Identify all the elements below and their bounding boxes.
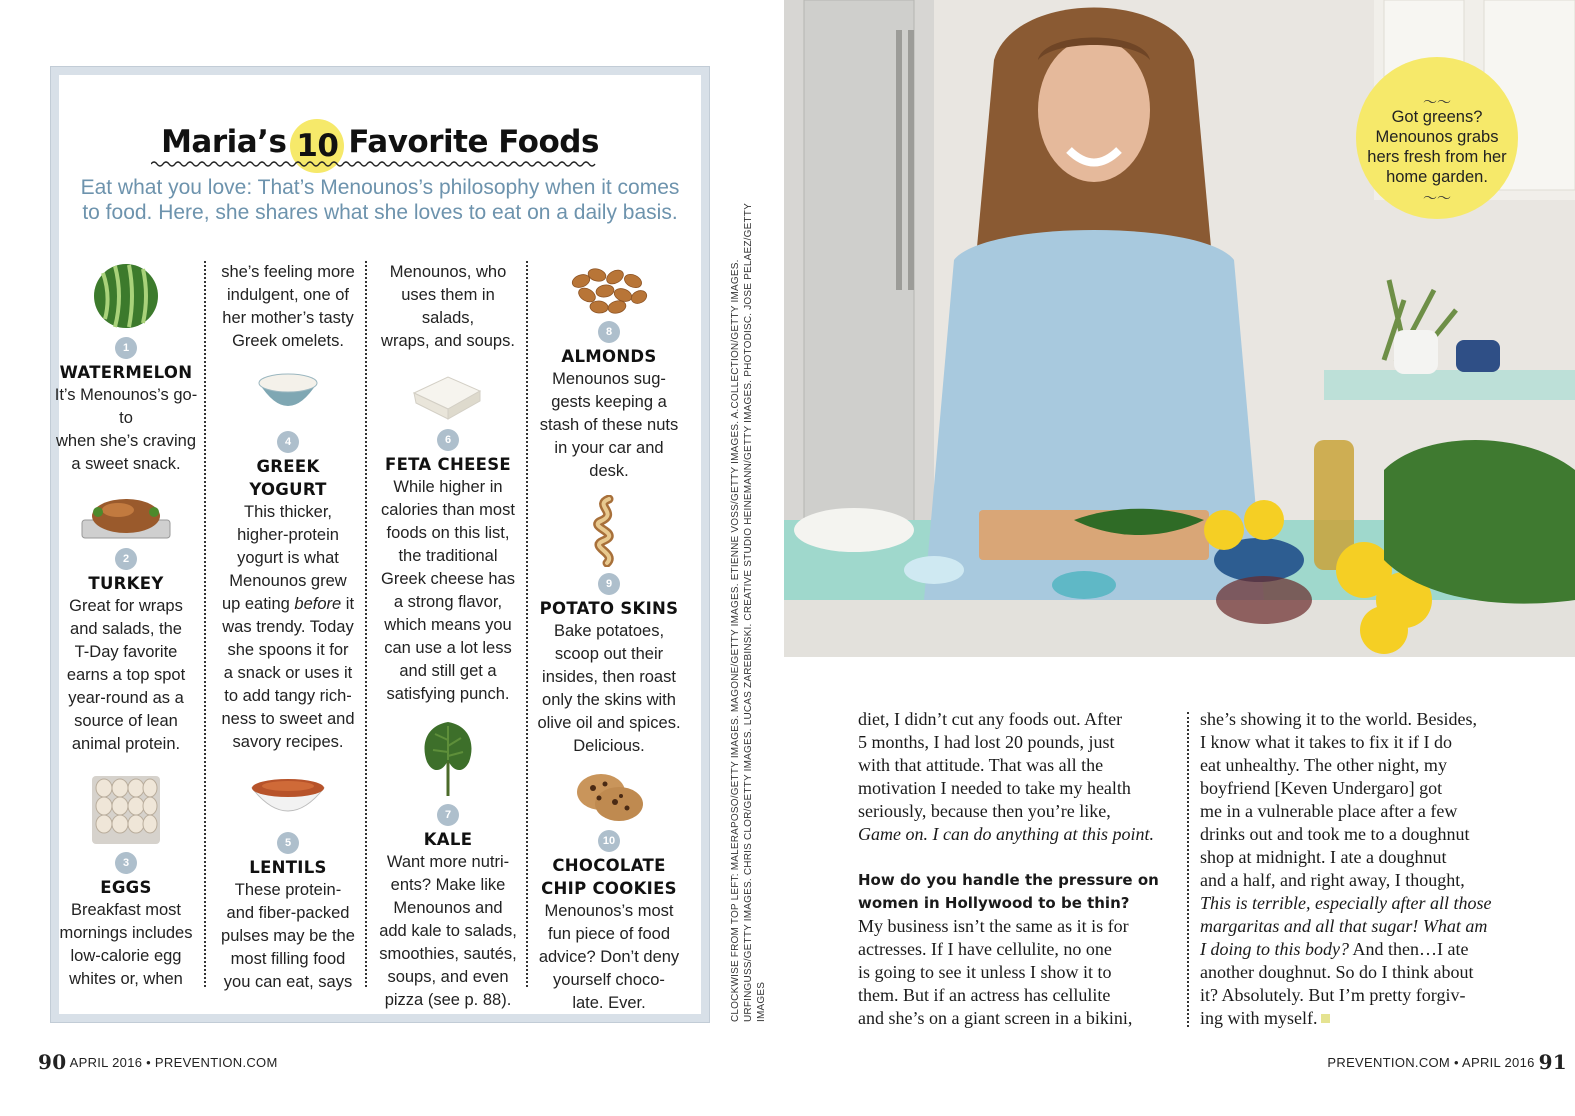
- photo-credits: CLOCKWISE FROM TOP LEFT: MALERAPOSO/GETTY IMAGES. MAGONE/GETTY IMAGES. ETIENNE VOSS/GETTY IMAGES. A.COLLECTION/GETTY IMAGES. URFINGUSS/GETTY IMAGES. CHRIS CLOR/GETTY IMAGES. LUCAS ZAREBINSKI. CREATIVE STUDIO HEINEMANN/GETTY IMAGES. PHOTODISC. JOSE PELAEZ/GETTY IMAGES: [730, 203, 767, 1022]
- food-column-4: [534, 261, 684, 1015]
- column-divider: [204, 261, 206, 987]
- food-number-badge: 4: [277, 431, 299, 453]
- greek-yogurt-image: [255, 369, 321, 425]
- food-number-badge: 7: [437, 804, 459, 826]
- folio-right: PREVENTION.COM • APRIL 2016 91: [1327, 1050, 1567, 1074]
- food-name: KALE: [423, 830, 473, 849]
- food-number-badge: 5: [277, 832, 299, 854]
- feta-cheese-image: [408, 367, 488, 423]
- food-description: Menounos’s most fun piece of food advice? Don’t deny yourself choco- late. Ever.: [538, 902, 680, 1012]
- food-description-continued: Menounos, who uses them in salads, wraps, and soups.: [381, 263, 515, 350]
- favorite-foods-box: [50, 66, 710, 1023]
- food-description: Menounos sug- gests keeping a stash of these nuts in your car and desk.: [539, 370, 679, 480]
- food-column-2: [213, 261, 363, 994]
- title-post: Favorite Foods: [348, 124, 599, 160]
- callout-squiggle-top: 〜〜: [1423, 94, 1451, 110]
- food-name: CHIP COOKIES: [541, 879, 677, 898]
- intro-text: Eat what you love: That’s Menounos’s philosophy when it comes to food. Here, she shares what she loves to eat on a daily basis.: [80, 176, 680, 224]
- food-name: POTATO SKINS: [539, 599, 679, 618]
- food-description: It’s Menounos’s go-to when she’s craving a sweet snack.: [54, 386, 198, 473]
- title-number: 10: [290, 119, 344, 173]
- folio-left: 90 APRIL 2016 • PREVENTION.COM: [38, 1050, 278, 1074]
- column-divider: [526, 261, 528, 987]
- food-name: CHOCOLATE: [552, 856, 666, 875]
- garden-callout: 〜〜 Got greens? Menounos grabs hers fresh from her home garden. 〜〜: [1356, 57, 1518, 219]
- page-number: 91: [1538, 1050, 1567, 1074]
- food-description: Want more nutri- ents? Make like Menounos and add kale to salads, smoothies, sautés, soups, and even pizza (see p. 88).: [379, 853, 517, 1009]
- watermelon-image: [91, 261, 161, 331]
- turkey-image: [78, 490, 174, 542]
- lentils-image: [248, 772, 328, 826]
- title-squiggle: [151, 159, 599, 169]
- kale-image: [417, 716, 479, 798]
- food-name: YOGURT: [249, 480, 327, 499]
- potato-skins-image: [583, 495, 635, 567]
- food-name: ALMONDS: [561, 347, 657, 366]
- food-name: WATERMELON: [59, 363, 193, 382]
- food-name: GREEK: [256, 457, 320, 476]
- end-mark-icon: [1321, 1014, 1330, 1023]
- food-name: FETA CHEESE: [385, 455, 511, 474]
- title-pre: Maria’s: [161, 124, 287, 160]
- food-name: LENTILS: [249, 858, 327, 877]
- article-column-1: diet, I didn’t cut any foods out. After 5 months, I had lost 20 pounds, just with that attitude. That was all the motivation I needed to take my health seriously, because then you’re like, Game on. I can do anything at this point. How do you handle the pressure on women in Hollywood to be thin? My business isn’t the same as it is for actresses. If I have cellulite, no one is going to see it unless I show it to them. But if an actress has cellulite and she’s on a giant screen in a bikini,: [858, 708, 1178, 1030]
- food-description: Breakfast most mornings includes low-calorie egg whites or, when: [59, 901, 193, 988]
- page-number: 90: [38, 1050, 67, 1074]
- interview-question: How do you handle the pressure on women in Hollywood to be thin?: [858, 871, 1159, 912]
- food-number-badge: 2: [115, 548, 137, 570]
- food-description: Great for wraps and salads, the T-Day favorite earns a top spot year-round as a source of lean animal protein.: [66, 597, 186, 753]
- food-number-badge: 3: [115, 852, 137, 874]
- food-number-badge: 6: [437, 429, 459, 451]
- food-description: This thicker, higher-protein yogurt is what Menounos grew up eating before it was trendy. Today she spoons it for a snack or uses it to add tangy rich- ness to sweet and savory recipes.: [221, 503, 355, 751]
- food-column-1: [51, 261, 201, 991]
- food-name: TURKEY: [88, 574, 164, 593]
- food-number-badge: 9: [598, 573, 620, 595]
- column-divider: [365, 261, 367, 987]
- food-description: Bake potatoes, scoop out their insides, then roast only the skins with olive oil and spices. Delicious.: [537, 622, 681, 755]
- food-number-badge: 1: [115, 337, 137, 359]
- chocolate-chip-cookies-image: [571, 768, 647, 824]
- food-number-badge: 10: [598, 830, 620, 852]
- food-name: EGGS: [100, 878, 152, 897]
- callout-squiggle-bottom: 〜〜: [1423, 190, 1451, 206]
- food-description-continued: she’s feeling more indulgent, one of her mother’s tasty Greek omelets.: [221, 263, 355, 350]
- article-column-2: she’s showing it to the world. Besides, I know what it takes to fix it if I do eat unhealthy. The other night, my boyfriend [Keven Undergaro] got me in a vulnerable place after a few drinks out and took me to a doughnut shop at midnight. I ate a doughnut and a half, and right away, I thought, This is terrible, especially after all those margaritas and all that sugar! What am I doing to this body? And then…I ate another doughnut. So do I think about it? Absolutely. But I’m pretty forgiv- ing with myself.: [1200, 709, 1492, 1028]
- article-column-divider: [1187, 712, 1189, 1027]
- food-column-3: [373, 261, 523, 1012]
- food-number-badge: 8: [598, 321, 620, 343]
- food-description: These protein- and fiber-packed pulses may be the most filling food you can eat, says: [221, 881, 355, 991]
- eggs-image: [90, 774, 162, 846]
- almonds-image: [567, 261, 651, 315]
- food-description: While higher in calories than most foods on this list, the traditional Greek cheese has a strong flavor, which means you can use a lot less and still get a satisfying punch.: [381, 478, 515, 703]
